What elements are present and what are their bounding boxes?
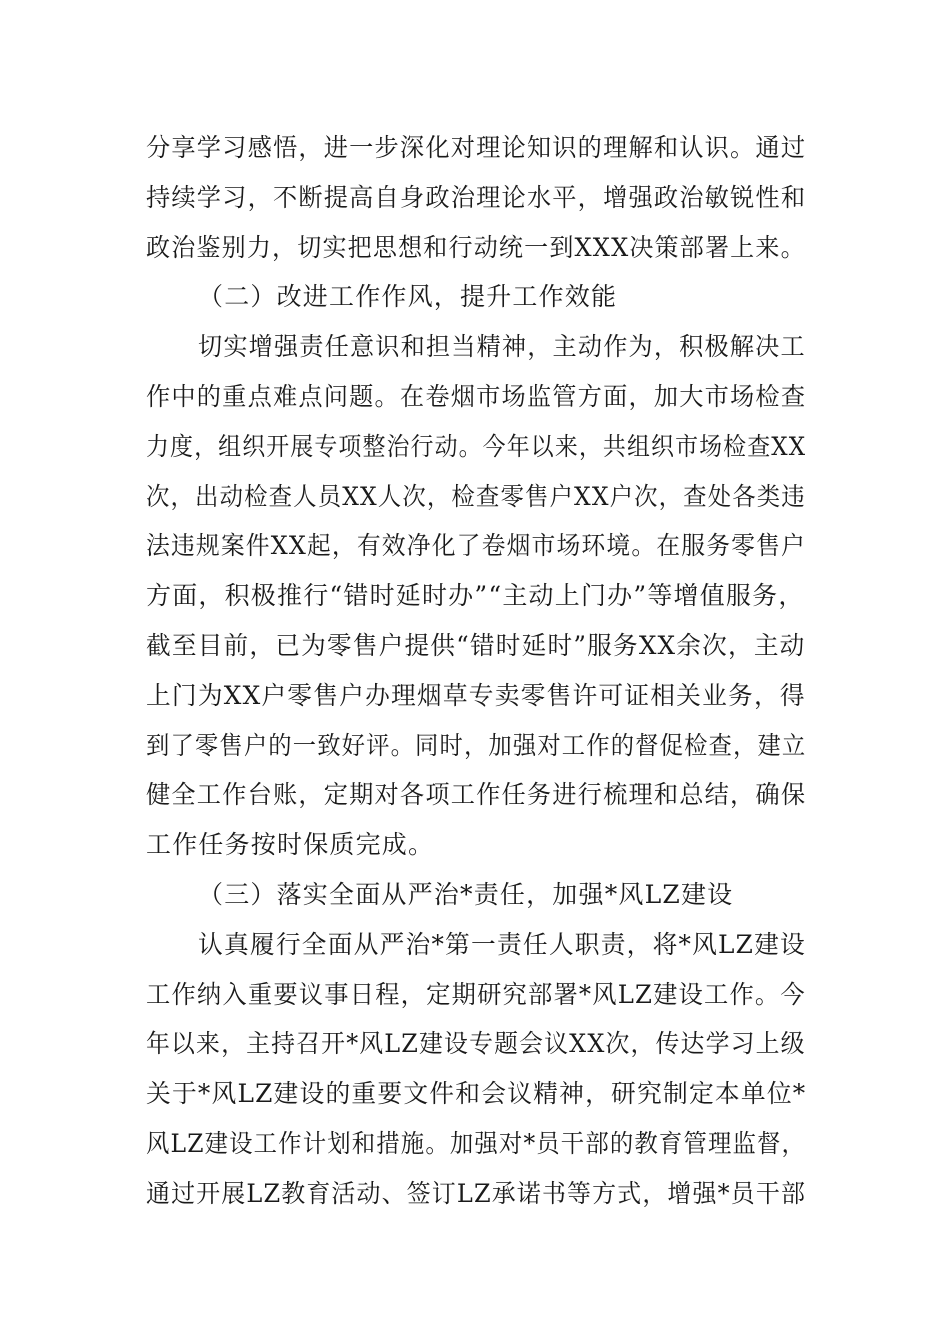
paragraph-line: 截至目前，已为零售户提供“错时延时”服务XX余次，主动 [146,631,806,660]
section-heading: （二）改进工作作风，提升工作效能 [198,282,618,311]
paragraph-line: 作中的重点难点问题。在卷烟市场监管方面，加大市场检查 [146,382,807,411]
paragraph-line: 持续学习，不断提高自身政治理论水平，增强政治敏锐性和 [146,183,807,212]
paragraph-line: 工作纳入重要议事日程，定期研究部署*风LZ建设工作。今 [146,980,806,1009]
paragraph-line: 关于*风LZ建设的重要文件和会议精神，研究制定本单位* [146,1079,807,1108]
paragraph-line: 认真履行全面从严治*第一责任人职责，将*风LZ建设 [198,930,806,959]
paragraph-line: 年以来，主持召开*风LZ建设专题会议XX次，传达学习上级 [146,1029,806,1058]
section-heading: （三）落实全面从严治*责任，加强*风LZ建设 [198,880,734,909]
paragraph-line: 到了零售户的一致好评。同时，加强对工作的督促检查，建立 [146,731,807,760]
paragraph-line: 通过开展LZ教育活动、签订LZ承诺书等方式，增强*员干部 [146,1179,807,1208]
paragraph-line: 切实增强责任意识和担当精神，主动作为，积极解决工 [198,332,806,361]
paragraph-line: 次，出动检查人员XX人次，检查零售户XX户次，查处各类违 [146,482,806,511]
paragraph-line: 风LZ建设工作计划和措施。加强对*员干部的教育管理监督， [146,1129,807,1158]
paragraph-line: 健全工作台账，定期对各项工作任务进行梳理和总结，确保 [146,780,807,809]
paragraph-line: 法违规案件XX起，有效净化了卷烟市场环境。在服务零售户 [146,531,807,560]
paragraph-line: 工作任务按时保质完成。 [146,830,435,859]
paragraph-line: 上门为XX户零售户办理烟草专卖零售许可证相关业务，得 [146,681,806,710]
paragraph-line: 政治鉴别力，切实把思想和行动统一到XXX决策部署上来。 [146,233,806,262]
paragraph-line: 分享学习感悟，进一步深化对理论知识的理解和认识。通过 [146,133,807,162]
paragraph-line: 方面，积极推行“错时延时办”“主动上门办”等增值服务， [146,581,805,610]
paragraph-line: 力度，组织开展专项整治行动。今年以来，共组织市场检查XX [146,432,807,461]
